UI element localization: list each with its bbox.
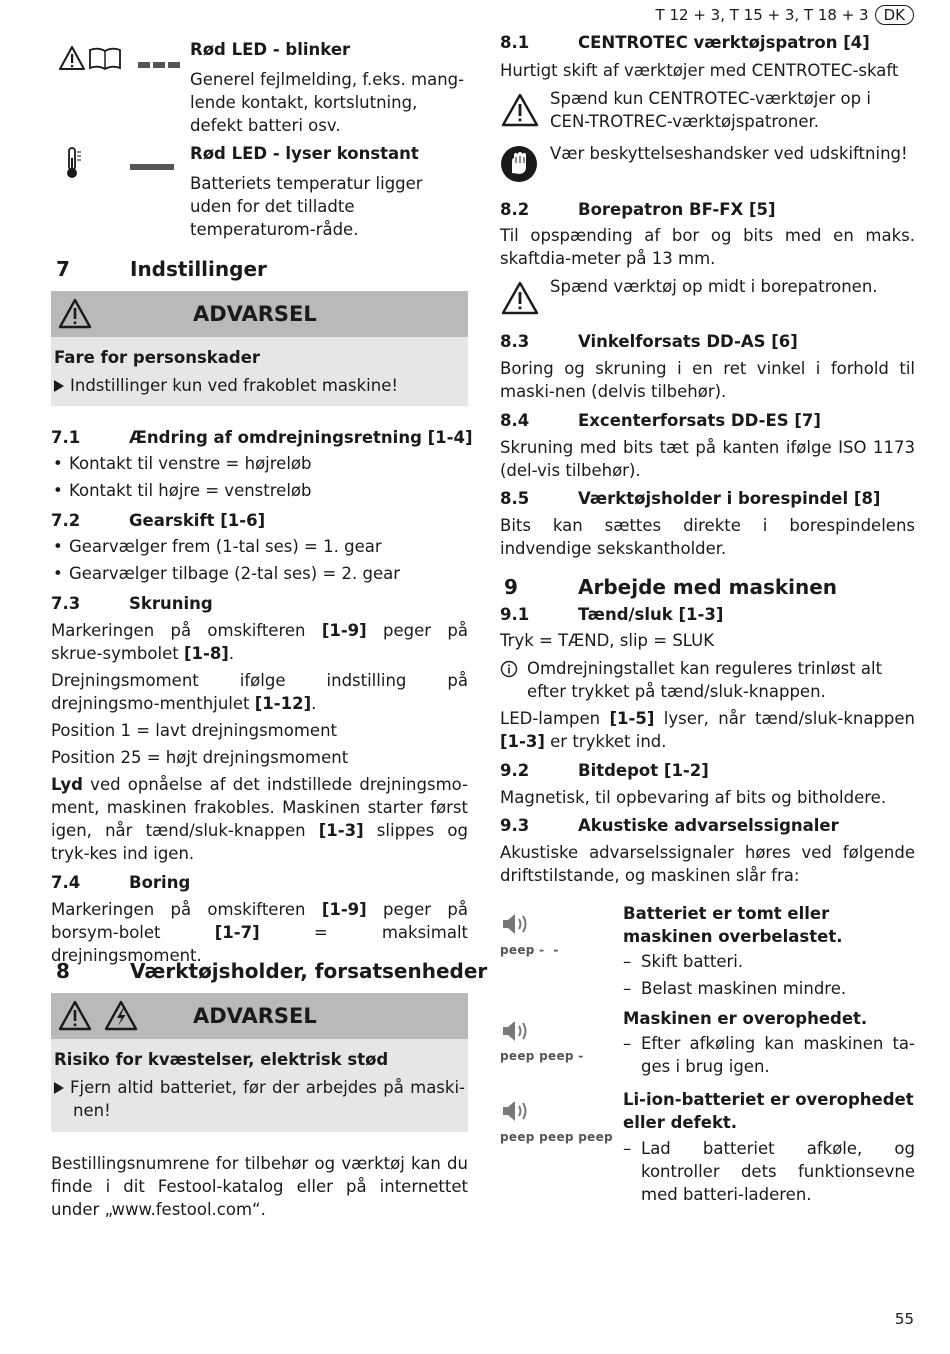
list-item: – Efter afkøling kan maskinen ta-ges i brug igen. — [623, 1032, 915, 1078]
warning-heading: Risiko for kvæstelser, elektrisk stød — [54, 1050, 389, 1069]
model-list: T 12 + 3, T 15 + 3, T 18 + 3 — [655, 6, 869, 24]
section-9-1-heading: 9.1 Tænd/sluk [1-3] — [500, 605, 724, 624]
speaker-icon — [500, 1097, 534, 1129]
warning-text-8-2: Spænd værktøj op midt i borepatronen. — [550, 277, 878, 296]
peep-pattern: peep peep peep — [500, 1130, 613, 1144]
warning-box-7 — [51, 291, 468, 406]
paragraph-7-3-2: Drejningsmoment ifølge indstilling på drejningsmo-menthjulet [1-12]. — [51, 671, 468, 713]
list-item: • Kontakt til højre = venstreløb — [51, 479, 468, 502]
paragraph-7-3-3: Position 1 = lavt drejningsmoment — [51, 721, 337, 740]
warning-header — [51, 993, 468, 1039]
warning-label: ADVARSEL — [193, 302, 317, 326]
peep-pattern: peep - - — [500, 943, 559, 957]
list-item: – Belast maskinen mindre. — [623, 977, 915, 1000]
list-item: • Gearvælger frem (1-tal ses) = 1. gear — [51, 535, 468, 558]
led-constant-indicator — [130, 156, 174, 175]
paragraph-9-1: Tryk = TÆND, slip = SLUK — [500, 631, 715, 650]
thermometer-icon — [64, 146, 84, 184]
warning-box-8 — [51, 993, 468, 1132]
section-9-heading: 9 Arbejde med maskinen — [504, 575, 838, 599]
arrow-right-icon — [54, 1082, 64, 1094]
signal-list — [623, 1137, 915, 1210]
paragraph-7-3-1: Markeringen på omskifteren [1-9] peger på skrue-symbolet [1-8]. — [51, 621, 468, 663]
warning-item: Fjern altid batteriet, før der arbejdes på maski-nen! — [54, 1076, 465, 1122]
paragraph-8-3: Boring og skruning i en ret vinkel i forhold til maski-nen (delvis tilbehør). — [500, 359, 915, 401]
warning-icon — [57, 999, 93, 1036]
paragraph-9-2: Magnetisk, til opbevaring af bits og bitholdere. — [500, 788, 887, 807]
warning-manual-icon — [58, 44, 124, 76]
warning-header — [51, 291, 468, 337]
signal-title: Maskinen er overophedet. — [623, 1009, 868, 1028]
page-header — [656, 4, 914, 26]
paragraph-8-4: Skruning med bits tæt på kanten ifølge ISO 1173 (del-vis tilbehør). — [500, 438, 915, 480]
warning-text-8-1: Spænd kun CENTROTEC-værktøjer op i CEN-TROTREC-værktøjspatroner. — [550, 89, 871, 131]
gloves-icon — [500, 145, 538, 187]
section-7-3-heading: 7.3 Skruning — [51, 594, 213, 613]
section-9-2-heading: 9.2 Bitdepot [1-2] — [500, 761, 709, 780]
warning-item: Indstillinger kun ved frakoblet maskine! — [54, 374, 465, 397]
section-9-3-heading: 9.3 Akustiske advarselssignaler — [500, 816, 839, 835]
warning-icon — [500, 92, 540, 132]
section-8-3-heading: 8.3 Vinkelforsats DD-AS [6] — [500, 332, 798, 351]
speaker-icon — [500, 1017, 534, 1049]
page-number: 55 — [894, 1310, 914, 1328]
info-icon — [500, 660, 518, 682]
signal-title: Batteriet er tomt eller maskinen overbelastet. — [623, 904, 843, 946]
paragraph-8-2: Til opspænding af bor og bits med en maks. skaftdia-meter på 13 mm. — [500, 226, 915, 268]
list-item: • Gearvælger tilbage (2-tal ses) = 2. gear — [51, 562, 468, 585]
order-numbers-text: Bestillingsnumrene for tilbehør og værktøj kan du finde i dit Festool-katalog eller på internettet under „www.festool.com“. — [51, 1154, 468, 1219]
paragraph-7-3-5: Lyd ved opnåelse af det indstillede drejningsmo-ment, maskinen frakobles. Maskinen starter først igen, når tænd/sluk-knappen [1-3] slippes og tryk-kes ind igen. — [51, 775, 468, 863]
section-8-5-heading: 8.5 Værktøjsholder i borespindel [8] — [500, 489, 881, 508]
warning-label: ADVARSEL — [193, 1004, 317, 1028]
arrow-right-icon — [54, 380, 64, 392]
section-8-2-heading: 8.2 Borepatron BF-FX [5] — [500, 200, 776, 219]
section-8-4-heading: 8.4 Excenterforsats DD-ES [7] — [500, 411, 821, 430]
list-7-2 — [51, 535, 468, 589]
gloves-text-8-1: Vær beskyttelseshandsker ved udskiftning! — [550, 144, 908, 163]
paragraph-9-3: Akustiske advarselssignaler høres ved følgende driftstilstande, og maskinen slår fra: — [500, 843, 915, 885]
info-text-9-1: Omdrejningstallet kan reguleres trinløst alt efter trykket på tænd/sluk-knappen. — [527, 659, 883, 701]
paragraph-9-1-led: LED-lampen [1-5] lyser, når tænd/sluk-knappen [1-3] er trykket ind. — [500, 709, 916, 751]
section-7-4-heading: 7.4 Boring — [51, 873, 191, 892]
list-item: – Lad batteriet afkøle, og kontroller dets funktionsevne med batteri-laderen. — [623, 1137, 915, 1206]
section-8-heading: 8 Værktøjsholder, forsatsenheder — [56, 959, 488, 983]
paragraph-8-1: Hurtigt skift af værktøjer med CENTROTEC-skaft — [500, 61, 899, 80]
paragraph-7-4: Markeringen på omskifteren [1-9] peger på borsym-bolet [1-7] = maksimalt drejningsmoment. — [51, 900, 468, 965]
section-7-heading: 7 Indstillinger — [56, 257, 267, 281]
peep-pattern: peep peep - — [500, 1049, 584, 1063]
list-item: • Kontakt til venstre = højreløb — [51, 452, 468, 475]
list-item: – Skift batteri. — [623, 950, 915, 973]
section-7-2-heading: 7.2 Gearskift [1-6] — [51, 511, 266, 530]
section-7-1-heading: 7.1 Ændring af omdrejningsretning [1-4] — [51, 428, 473, 447]
led-blink-text: Generel fejlmelding, f.eks. mang-lende kontakt, kortslutning, defekt batteri osv. — [190, 70, 465, 135]
led-constant-text: Batteriets temperatur ligger uden for det tilladte temperaturom-råde. — [190, 174, 423, 239]
paragraph-7-3-4: Position 25 = højt drejningsmoment — [51, 748, 349, 767]
electric-shock-icon — [103, 999, 139, 1036]
paragraph-8-5: Bits kan sættes direkte i borespindelens indvendige sekskantholder. — [500, 516, 915, 558]
signal-title: Li-ion-batteriet er overophedet eller defekt. — [623, 1090, 914, 1132]
warning-icon — [57, 297, 93, 334]
led-constant-title: Rød LED - lyser konstant — [190, 144, 419, 163]
warning-icon — [500, 280, 540, 320]
warning-heading: Fare for personskader — [54, 348, 261, 367]
signal-list — [623, 1032, 915, 1082]
list-7-1 — [51, 452, 468, 506]
led-blink-indicator — [138, 54, 182, 73]
section-8-1-heading: 8.1 CENTROTEC værktøjspatron [4] — [500, 33, 870, 52]
speaker-icon — [500, 910, 534, 942]
signal-list — [623, 950, 915, 1004]
led-blink-title: Rød LED - blinker — [190, 40, 351, 59]
language-badge: DK — [875, 5, 914, 25]
